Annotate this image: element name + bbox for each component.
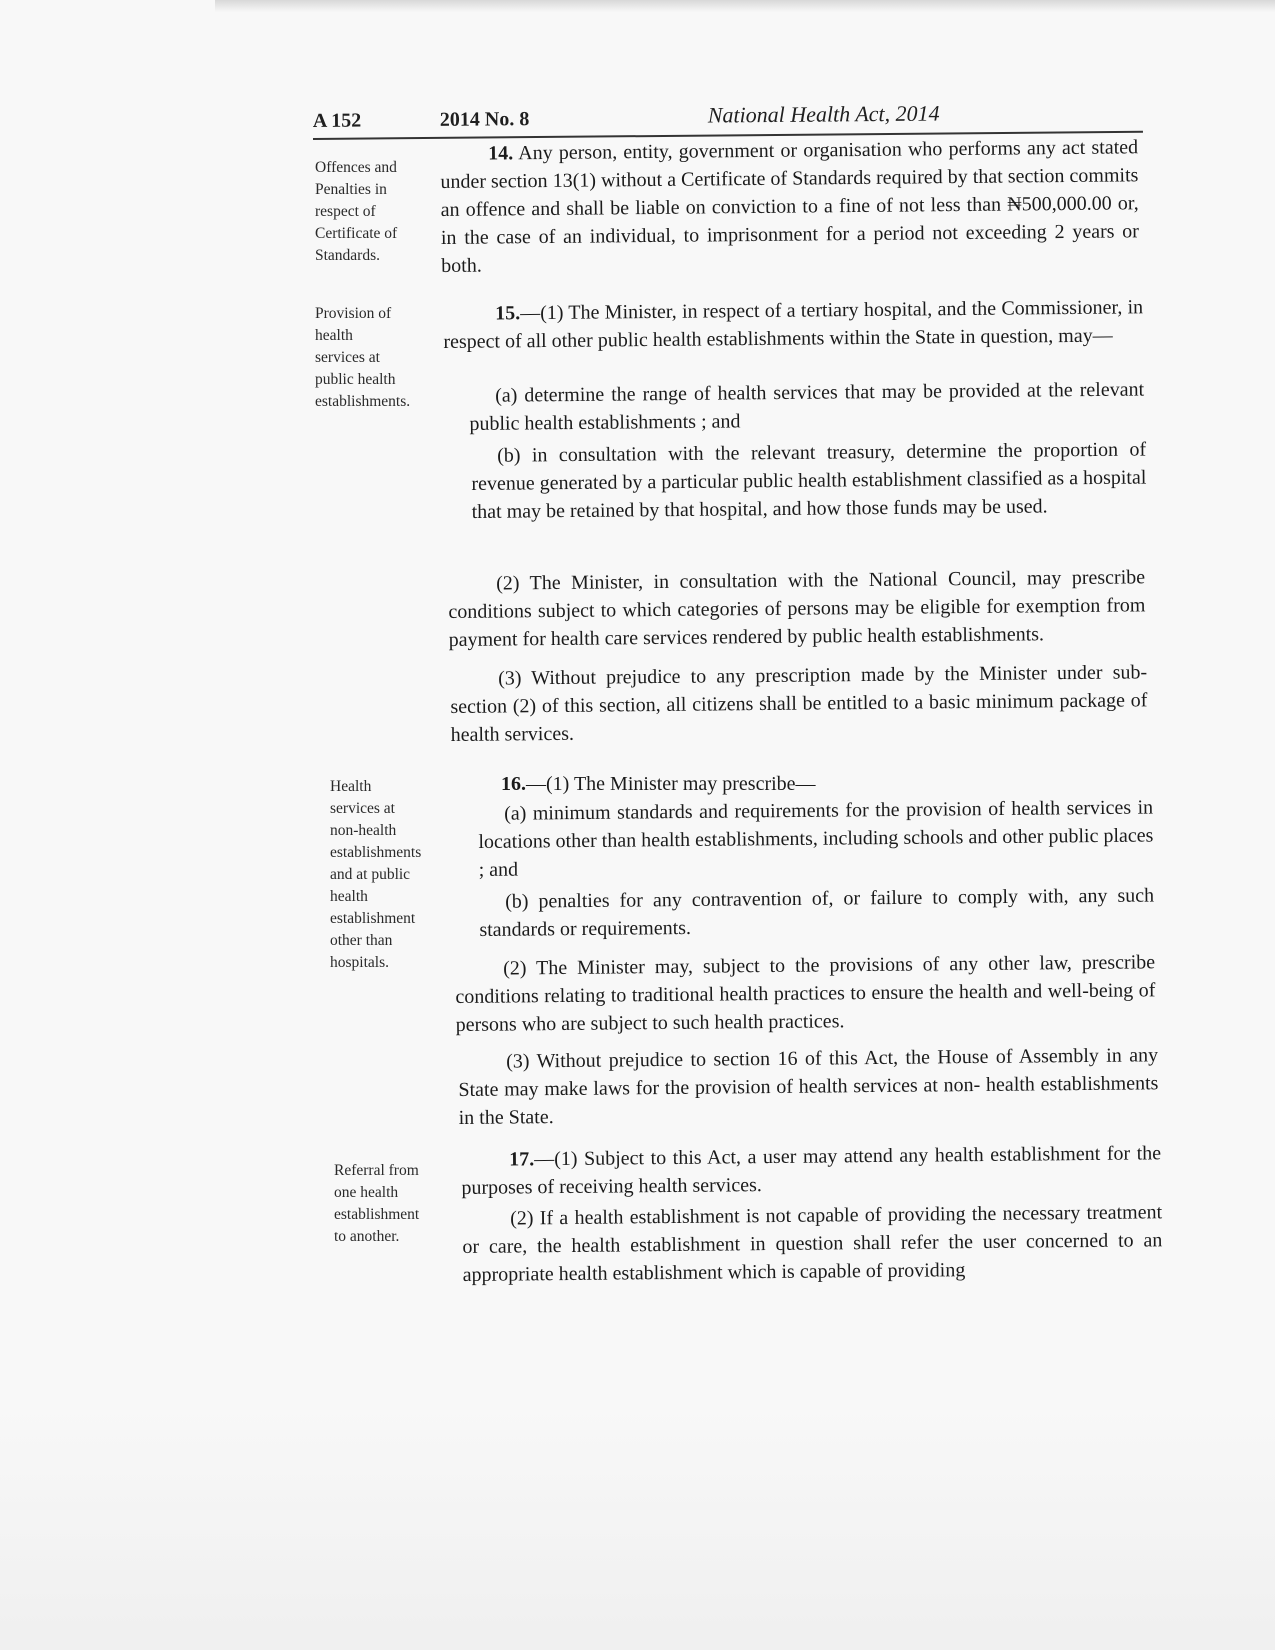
section-text: Any person, entity, government or organisation who performs any act stated under section 13(1) without a Certificate of Standards required by that section commits an offence and shall be liable on conviction to a fine of not less than ₦500,000.00 or, in the case of an individual, to imprisonment for a period not exceeding 2 years or both. [440, 136, 1140, 277]
section-16-2: (2) The Minister may, subject to the provisions of any other law, prescribe conditions relating to traditional health practices to ensure the health and well-being of persons who are subject to such health practices. [455, 951, 1156, 1036]
margin-note-offences: Offences and Penalties in respect of Certificate of Standards. [315, 159, 398, 264]
section-16-3: (3) Without prejudice to section 16 of this Act, the House of Assembly in any State may make laws for the provision of health services at non- health establishments in the State. [458, 1044, 1159, 1129]
margin-note-provision: Provision of health services at public health establishments. [315, 305, 411, 410]
section-number: 16. [501, 773, 526, 795]
section-15-1 [443, 293, 1144, 356]
section-text: —(1) The Minister, in respect of a tertiary hospital, and the Commissioner, in respect of all other public health establishments within the State in question, may— [443, 296, 1144, 353]
section-15-1-a: (a) determine the range of health services that may be provided at the relevant public health establishments ; and [469, 378, 1145, 435]
section-15-3: (3) Without prejudice to any prescription made by the Minister under sub-section (2) of this section, all citizens shall be entitled to a basic minimum package of health services. [450, 661, 1148, 746]
page-number: A 152 [312, 109, 362, 133]
section-text: —(1) Subject to this Act, a user may attend any health establishment for the purposes of receiving health services. [461, 1142, 1162, 1199]
section-14 [440, 133, 1139, 280]
section-number: 15. [495, 302, 521, 325]
section-15-1-b: (b) in consultation with the relevant treasury, determine the proportion of revenue generated by a particular public health establishment classified as a hospital that may be retained by that hospital, and how those funds may be used. [471, 438, 1147, 523]
section-17-1 [461, 1139, 1162, 1202]
margin-note-non-health: Health services at non-health establishments and at public health establishment other than hospitals. [330, 778, 422, 971]
section-16-1-a: (a) minimum standards and requirements for the provision of health services in locations other than health establishments, including schools and other public places ; and [478, 796, 1154, 881]
section-text: —(1) The Minister may prescribe— [526, 773, 816, 795]
scan-edge-shadow [215, 0, 1275, 12]
act-title: National Health Act, 2014 [707, 100, 940, 128]
margin-note-referral: Referral from one health establishment to another. [334, 1162, 420, 1245]
section-15-2: (2) The Minister, in consultation with the National Council, may prescribe conditions subject to which categories of persons may be eligible for exemption from payment for health care services rendered by public health establishments. [448, 566, 1146, 651]
section-17-2: (2) If a health establishment is not capable of providing the necessary treatment or care, the health establishment in question shall refer the user concerned to an appropriate health establishment which is capable of providing [462, 1201, 1163, 1286]
scan-bottom-shade [0, 1400, 1275, 1650]
section-number: 17. [509, 1148, 535, 1171]
section-number: 14. [488, 142, 514, 165]
act-number: 2014 No. 8 [439, 108, 530, 131]
section-16-1-b: (b) penalties for any contravention of, or failure to comply with, any such standards or requirements. [479, 884, 1155, 941]
